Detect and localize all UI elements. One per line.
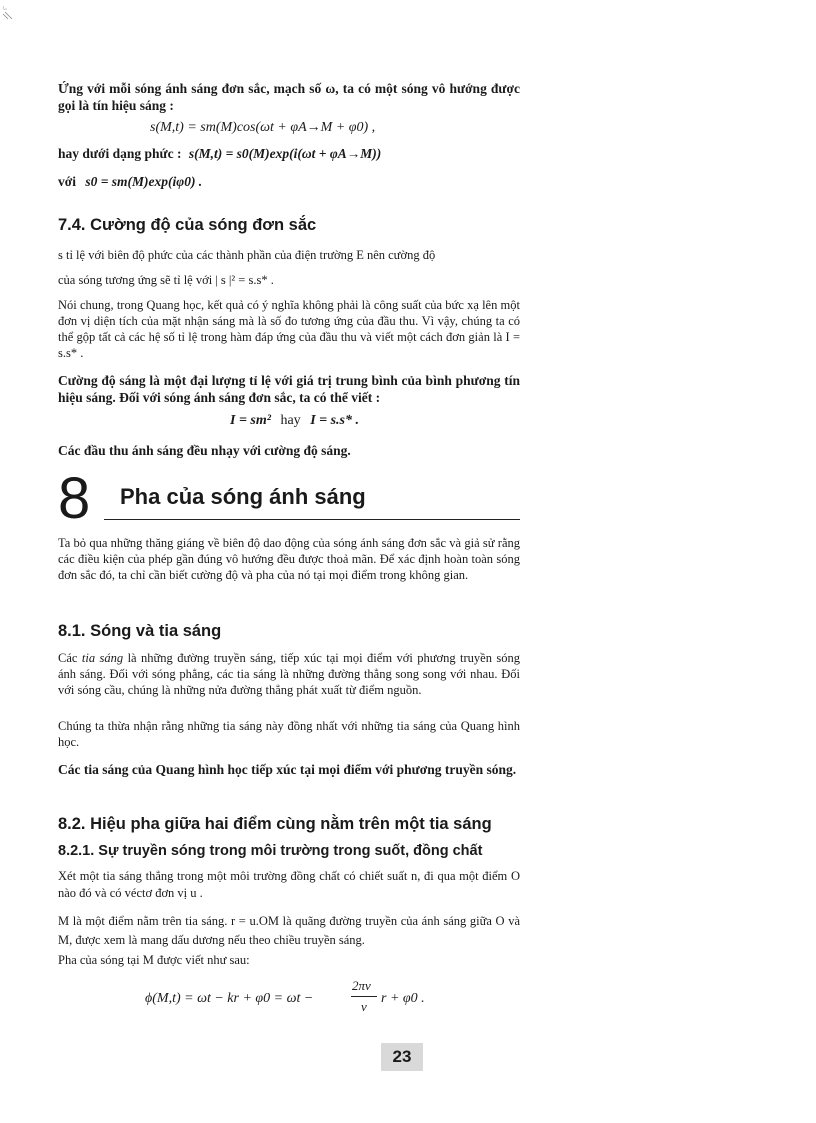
intro-text: Ứng với mỗi sóng ánh sáng đơn sắc, mạch số ω, ta có một sóng vô hướng được gọi là tín hiệu sáng :	[58, 81, 520, 113]
phase-eq-fraction-bar	[351, 996, 377, 997]
intensity-eq-a: I = sm²	[230, 413, 271, 428]
rays-paragraph-1	[58, 650, 520, 698]
propagation-paragraph-3: Pha của sóng tại M được viết như sau:	[58, 953, 250, 967]
section-heading-8-2: 8.2. Hiệu pha giữa hai điểm cùng nằm trên một tia sáng	[58, 815, 492, 833]
intensity-paragraph-2: Nói chung, trong Quang học, kết quả có ý nghĩa không phải là công suất của bức xạ lên một đơn vị diện tích của mặt nhận sáng mà là số đo tương ứng của đầu thu. Vì vậy, chúng ta có thể gộp tất cả các hệ số tỉ lệ trong hàm đáp ứng của đầu thu và viết một cách đơn giản là I = s.s* .	[58, 298, 520, 360]
chapter-number: 8	[58, 466, 91, 531]
intensity-paragraph-1: s tỉ lệ với biên độ phức của các thành phần của điện trường E nên cường độ	[58, 248, 436, 262]
equation-signal: s(M,t) = sm(M)cos(ωt + φA→M + φ0) ,	[150, 120, 376, 135]
subsection-heading-8-2-1: 8.2.1. Sự truyền sóng trong môi trường trong suốt, đồng chất	[58, 843, 483, 859]
rays-p1-post: là những đường truyền sáng, tiếp xúc tại mọi điểm với phương truyền sóng ánh sáng. Đối với sóng phẳng, các tia sáng là những đường thẳng song song với nhau. Đối với sóng cầu, chúng là những nửa đường thẳng phát xuất từ điểm nguồn.	[58, 651, 521, 697]
equation-complex: s(M,t) = s0(M)exp(i(ωt + φA→M))	[188, 146, 382, 161]
intensity-eq-b: I = s.s* .	[310, 413, 360, 428]
chapter-rule	[104, 519, 520, 520]
amplitude-prefix: với	[58, 174, 76, 189]
intensity-eq-hay: hay	[280, 413, 301, 428]
phase-eq-left: ϕ(M,t) = ωt − kr + φ0 = ωt −	[145, 991, 314, 1006]
page-number: 23	[381, 1043, 423, 1071]
intensity-equation	[230, 413, 359, 429]
equation-amplitude: s0 = sm(M)exp(iφ0) .	[85, 174, 203, 189]
phase-eq-right: r + φ0 .	[381, 991, 425, 1006]
propagation-paragraph-1: Xét một tia sáng thẳng trong một môi trường đồng chất có chiết suất n, đi qua một điểm O nào đó và có véctơ đơn vị u .	[58, 869, 520, 900]
complex-form-prefix: hay dưới dạng phức :	[58, 146, 182, 161]
intensity-paragraph-4: Các đầu thu ánh sáng đều nhạy với cường độ sáng.	[58, 443, 351, 458]
phase-eq-numerator: 2πν	[352, 978, 371, 993]
amplitude-line	[58, 174, 202, 190]
rays-p1-term: tia sáng	[81, 651, 124, 665]
corner-scan-mark	[0, 0, 22, 22]
phase-eq-denominator: v	[361, 999, 367, 1014]
section-heading-8-1: 8.1. Sóng và tia sáng	[58, 622, 222, 640]
complex-form-line	[58, 146, 381, 162]
section-heading-7-4: 7.4. Cường độ của sóng đơn sắc	[58, 216, 317, 234]
rays-paragraph-3: Các tia sáng của Quang hình học tiếp xúc tại mọi điểm với phương truyền sóng.	[58, 762, 517, 777]
chapter-intro: Ta bỏ qua những thăng giáng về biên độ dao động của sóng ánh sáng đơn sắc và giả sử rằng các điều kiện của phép gần đúng vô hướng đều được thoả mãn. Để xác định hoàn toàn sóng đơn sắc đó, ta chỉ cần biết cường độ và pha của nó tại mọi điểm trong không gian.	[58, 536, 520, 582]
svg-text:ㄑ: ㄑ	[0, 3, 11, 14]
intensity-paragraph-1b: của sóng tương ứng sẽ tỉ lệ với | s |² = s.s* .	[58, 273, 274, 287]
chapter-title: Pha của sóng ánh sáng	[120, 484, 366, 509]
intensity-paragraph-3: Cường độ sáng là một đại lượng tỉ lệ với giá trị trung bình của bình phương tín hiệu sáng. Đối với sóng ánh sáng đơn sắc, ta có thể viết :	[58, 373, 520, 405]
rays-paragraph-2: Chúng ta thừa nhận rằng những tia sáng này đồng nhất với những tia sáng của Quang hình học.	[58, 719, 520, 749]
propagation-paragraph-2: M là một điểm nằm trên tia sáng. r = u.OM là quãng đường truyền của ánh sáng giữa O và M, được xem là mang dấu dương nếu theo chiều truyền sáng.	[58, 914, 520, 947]
rays-p1-pre: Các	[58, 651, 78, 665]
